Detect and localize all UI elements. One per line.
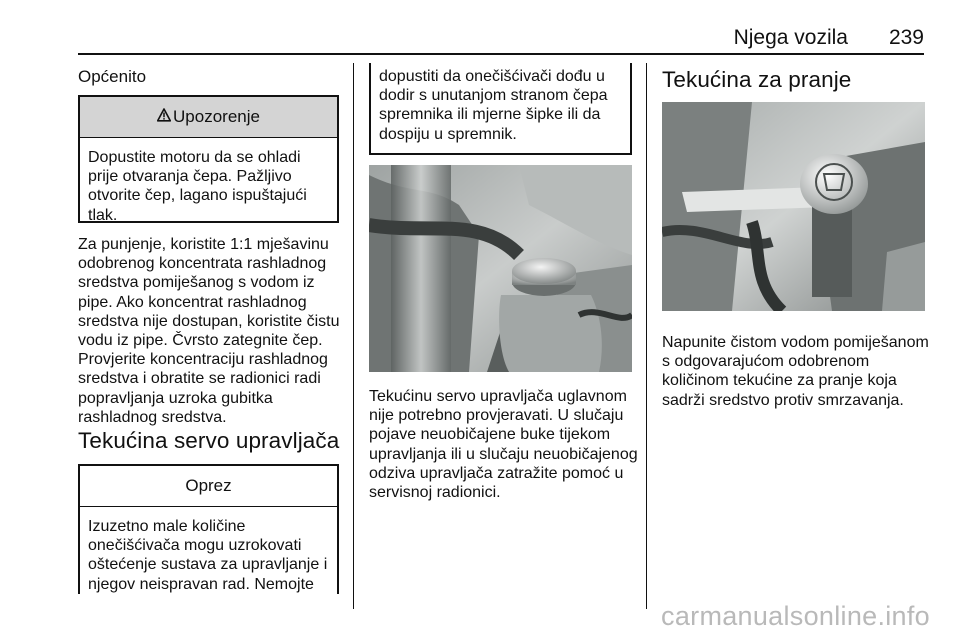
warning-text: Dopustite motoru da se ohladi prije otvaranja čepa. Pažljivo otvorite čep, lagano ispuštajući tlak. <box>88 149 307 224</box>
header-rule <box>78 53 924 55</box>
caution-title: Oprez <box>185 476 232 495</box>
warning-box <box>78 95 339 223</box>
power-steering-reservoir-photo <box>369 165 632 372</box>
caution-box-continued <box>369 63 632 155</box>
warning-title: Upozorenje <box>173 107 260 126</box>
column-divider <box>646 63 647 609</box>
section-heading-washer-fluid: Tekućina za pranje <box>662 67 852 92</box>
caution-continued-text: dopustiti da onečišćivači dođu u dodir s unutanjom stranom čepa spremnika ili mjerne šipke ili da dospiju u spremnik. <box>379 68 608 143</box>
washer-fluid-reservoir-photo <box>662 102 925 311</box>
caution-box <box>78 464 339 594</box>
caution-box-header <box>80 466 337 507</box>
section-heading-general: Općenito <box>78 67 147 86</box>
section-heading-power-steering: Tekućina servo upravljača <box>78 428 340 453</box>
watermark: carmanualsonline.info <box>661 601 930 631</box>
warning-triangle-icon <box>157 107 171 127</box>
page-number: 239 <box>888 26 924 49</box>
coolant-paragraph: Za punjenje, koristite 1:1 mješavinu odobrenog koncentrata rashladnog sredstva pomiješanog s vodom iz pipe. Ako koncentrat rashladnog sredstva nije dostupan, koristite čistu vodu iz pipe. Čvrsto zategnite čep. Provjerite koncentraciju rashladnog sredstva i obratite se radionici radi popravljanja uzroka gubitka rashladnog sredstva. <box>78 236 340 426</box>
column-divider <box>353 63 354 609</box>
running-title: Njega vozila <box>733 26 848 49</box>
warning-box-header <box>80 97 337 138</box>
washer-fluid-paragraph: Napunite čistom vodom pomiješanom s odgovarajućom odobrenom količinom tekućine za pranje koja sadrži sredstvo protiv smrzavanja. <box>662 334 929 409</box>
power-steering-paragraph: Tekućinu servo upravljača uglavnom nije potrebno provjeravati. U slučaju pojave neuobičajene buke tijekom upravljanja ili u slučaju neuobičajenog odziva upravljača zatražite pomoć u servisnoj radionici. <box>369 388 638 502</box>
caution-text: Izuzetno male količine onečišćivača mogu uzrokovati oštećenje sustava za upravljanje i njegov neispravan rad. Nemojte <box>88 518 328 593</box>
